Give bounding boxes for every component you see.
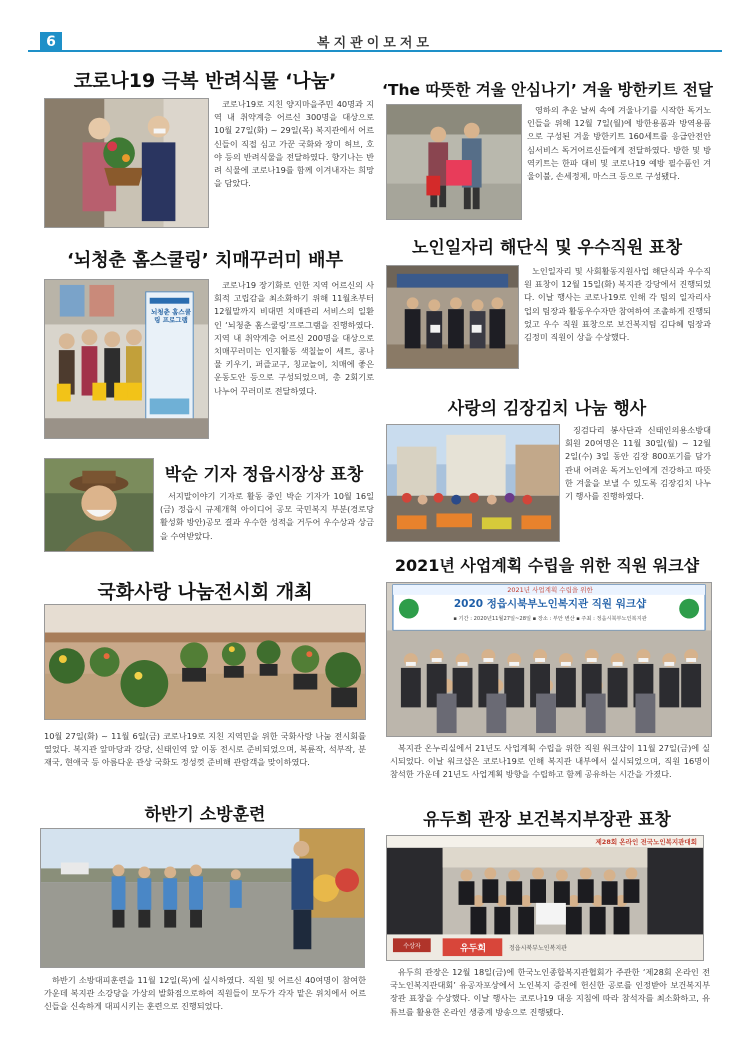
page-header <box>28 26 722 52</box>
award-video-name: 유두희 <box>459 944 487 954</box>
photo-plants <box>44 98 209 228</box>
photo-fire-drill <box>40 828 365 968</box>
workshop-banner-main: 2020 정읍시북부노인복지관 직원 워크샵 <box>453 598 647 610</box>
article-title-winter-kit: ‘The 따뜻한 겨울 안심나기’ 겨울 방한키트 전달 <box>382 81 713 99</box>
article-body-award: 유두희 관장은 12월 18일(금)에 한국노인종합복지관협회가 주관한 ‘제28회 온라인 전국노인복지관대회’ 유공자포상에서 노인복지 증진에 헌신한 공로를 인정받아 보건복지부장관 표창을 수상했다. 이날 행사는 코로나19 대응 지침에 따라 참석자를 최소화하고, 유튜브를 활용한 온라인 생중계 방송으로 진행됐다. <box>390 967 710 1017</box>
article-title-award: 유두희 관장 보건복지부장관 표창 <box>423 810 671 830</box>
photo-homeschooling <box>44 279 209 439</box>
award-video-caption: 수상자 <box>403 943 421 950</box>
article-body-winter-kit: 영하의 추운 날씨 속에 겨울나기를 시작한 독거노인들을 위해 12월 7일(월)에 방한용품과 방역용품으로 구성된 겨울 방한키트 160세트를 응급안전안심서비스 독거어르신들에게 전달하였다. 방한 및 방역키트는 한파 대비 및 코로나19 예방 필수품인 겨울이불, 손세정제, 마스크 등으로 구성됐다. <box>527 105 711 182</box>
publication-title: 복지관이모저모 <box>317 36 433 51</box>
article-body-plants: 코로나19로 지친 양지마을주민 40명과 지역 내 취약계층 어르신 300명을 대상으로 10월 27일(화) ~ 29일(목) 복지관에서 어르신들이 직접 심고 가꾼 국화와 장미 허브, 호야 등의 반려식물을 전달하였다. 향기나는 반려 식물에 코로나19를 함께 이겨내자는 희망을 담았다. <box>214 99 374 189</box>
photo-chrysanthemum <box>44 604 366 720</box>
article-body-homeschooling: 코로나19 장기화로 인한 지역 어르신의 사회적 고립감을 최소화하기 위해 11월초부터 12월말까지 비대면 치매관리 서비스의 일환인 ‘뇌청춘 홈스쿨링’프로그램을 진행하였다. 지역 내 취약계층 어르신 200명을 대상으로 치매꾸러미는 인지활동 색칠놀이 세트, 콩나물 키우기, 퍼즐교구, 칭교놀이, 치매에 좋은 운동도안 등으로 구성되었으며, 총 2회기로 나누어 꾸러미로 전달하였다. <box>214 280 374 396</box>
poster-label: 뇌청춘 홈스쿨링 프로그램 <box>151 308 191 324</box>
photo-job-closing <box>386 265 519 369</box>
article-title-kimchi: 사랑의 김장김치 나눔 행사 <box>447 399 647 419</box>
article-title-workshop: 2021년 사업계획 수립을 위한 직원 워크샵 <box>394 556 700 575</box>
workshop-banner-top: 2021년 사업계획 수립을 위한 <box>507 586 593 594</box>
workshop-banner-sub: ▪ 기간 : 2020년11월27일~28일 ▪ 장소 : 부안 변산 ▪ 주최 : 정읍시북부노인복지관 <box>453 616 647 622</box>
article-body-chrysanthemum: 10월 27일(화) ~ 11월 6일(금) 코로나19로 지친 지역민을 위한 국화사랑 나눔 전시회를 열었다. 복지관 앞마당과 강당, 신태인역 앞 이동 전시로 준비되었으며, 복륜작, 석부작, 분재국, 현애국 등 아름다운 관상 국화도 정성껏 준비해 관람객을 맞이하였다. <box>44 731 366 768</box>
photo-kimchi <box>386 424 560 542</box>
article-title-job-closing: 노인일자리 해단식 및 우수직원 표창 <box>411 238 682 258</box>
article-body-reporter: 서지말이야기 기자로 활동 중인 박순 기자가 10월 16일(금) 정읍시 규제개혁 아이디어 공모 국민복지 부분(경로당 활성화 방안)공모 결과 우수한 성적을 거두어 우수상과 상금을 수여받았다. <box>160 491 374 541</box>
article-title-chrysanthemum: 국화사랑 나눔전시회 개최 <box>97 581 313 603</box>
article-body-fire-drill: 하반기 소방대피훈련을 11월 12일(목)에 실시하였다. 직원 및 어르신 40여명이 참여한 가운데 복지관 소강당을 가상의 발화점으로하여 직원들이 모두가 각자 맡은 위치에서 어르신들을 신속하게 대피시키는 훈련으로 진행되었다. <box>44 975 366 1012</box>
photo-award <box>386 835 704 961</box>
article-body-job-closing: 노인일자리 및 사회활동지원사업 해단식과 우수직원 표창이 12월 15일(화) 복지관 강당에서 진행되었다. 이날 행사는 코로나19로 인해 각 팀의 일자리사업의 팀장과 활동우수자만 참여하여 조촐하게 진행되었고 우수 직원 표창으로 보건복지팀 김다혜 팀장과 김정미 직원이 상을 수상했다. <box>524 266 711 343</box>
article-title-homeschooling: ‘뇌청춘 홈스쿨링’ 치매꾸러미 배부 <box>67 250 343 271</box>
article-body-kimchi: 징검다리 봉사단과 신태인의용소방대 회원 20여명은 11월 30일(월) ~ 12월 2일(수) 3일 동안 김장 800포기를 담가 관내 어려운 독거노인에게 건강하고 따뜻한 겨울을 보낼 수 있도록 김장김치 나누기 행사를 진행하였다. <box>565 425 711 502</box>
photo-winter-kit <box>386 104 522 220</box>
article-body-workshop: 복지관 온누리실에서 21년도 사업계획 수립을 위한 직원 워크샵이 11월 27일(금)에 실시되었다. 이날 워크샵은 코로나19로 인해 복지관 내부에서 실시되었으며, 직원 16명이 참석한 가운데 21년도 사업계획 방향을 수립하고 함께 공유하는 시간을 가졌다. <box>390 743 710 780</box>
article-title-plants: 코로나19 극복 반려식물 ‘나눔’ <box>73 70 337 92</box>
photo-reporter <box>44 458 154 552</box>
photo-workshop <box>386 582 712 737</box>
page-number: 6 <box>40 32 62 52</box>
award-video-banner: 제28회 온라인 전국노인복지관대회 <box>595 838 697 846</box>
article-title-fire-drill: 하반기 소방훈련 <box>144 805 266 825</box>
article-title-reporter: 박순 기자 정읍시장상 표창 <box>164 465 364 485</box>
award-video-name-sub: 정읍시북부노인복지관 <box>509 945 567 952</box>
